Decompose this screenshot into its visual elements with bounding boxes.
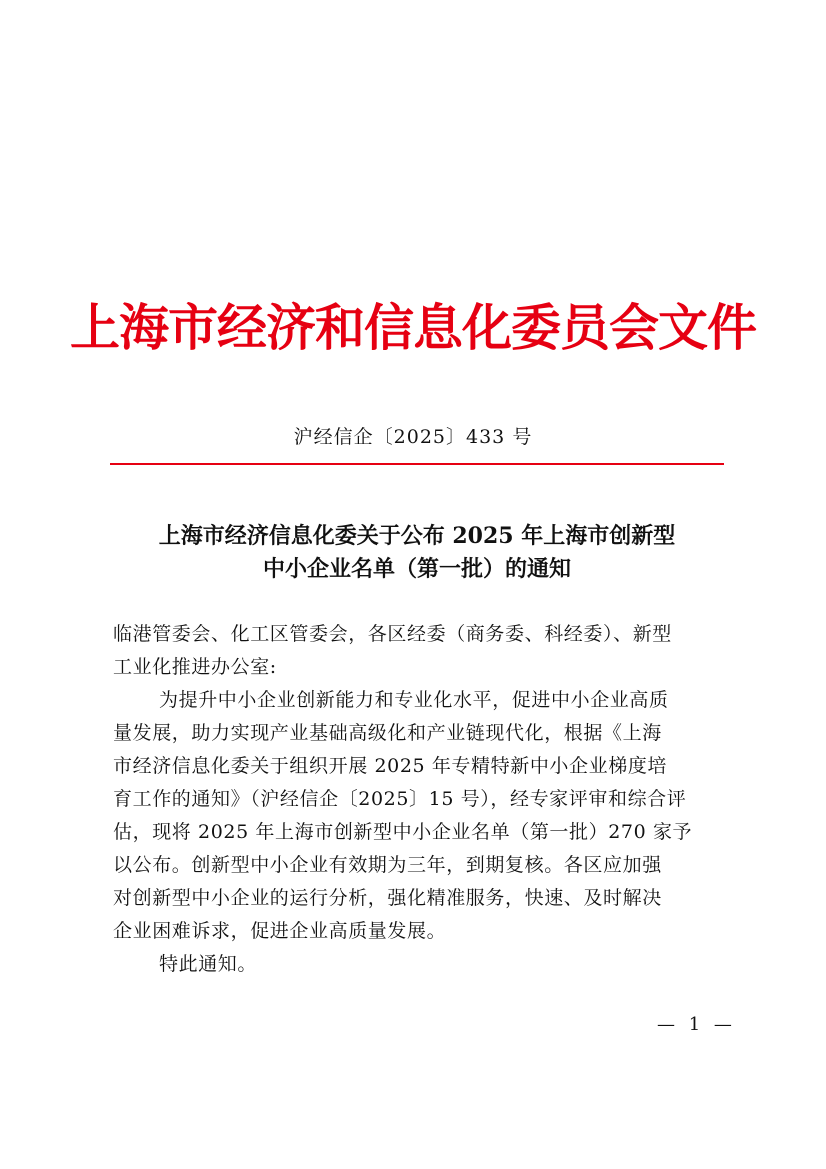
notice-title [100, 520, 734, 586]
paragraph-line-7: 对创新型中小企业的运行分析，强化精准服务，快速、及时解决 [113, 887, 662, 909]
red-divider [110, 463, 724, 465]
notice-body [113, 618, 725, 981]
paragraph-line-5: 估，现将 2025 年上海市创新型中小企业名单（第一批）270 家予 [113, 821, 693, 843]
document-number: 沪经信企〔2025〕433 号 [293, 426, 533, 448]
notice-title-line-1: 上海市经济信息化委关于公布 2025 年上海市创新型 [158, 523, 676, 549]
paragraph-line-8: 企业困难诉求，促进企业高质量发展。 [113, 920, 447, 942]
page-number: — 1 — [657, 1014, 736, 1035]
closing-line: 特此通知。 [159, 953, 258, 975]
paragraph-line-4: 育工作的通知》（沪经信企〔2025〕15 号），经专家评审和综合评 [113, 788, 687, 810]
notice-title-line-2: 中小企业名单（第一批）的通知 [262, 556, 571, 582]
paragraph-line-1: 为提升中小企业创新能力和专业化水平，促进中小企业高质 [159, 689, 669, 711]
paragraph-line-2: 量发展，助力实现产业基础高级化和产业链现代化，根据《上海 [113, 722, 662, 744]
paragraph-line-6: 以公布。创新型中小企业有效期为三年，到期复核。各区应加强 [113, 854, 662, 876]
addressee-line-1: 临港管委会、化工区管委会，各区经委（商务委、科经委）、新型 [113, 623, 672, 645]
paragraph-line-3: 市经济信息化委关于组织开展 2025 年专精特新中小企业梯度培 [113, 755, 668, 777]
masthead-title: 上海市经济和信息化委员会文件 [70, 298, 756, 357]
addressee-line-2: 工业化推进办公室: [113, 656, 277, 678]
